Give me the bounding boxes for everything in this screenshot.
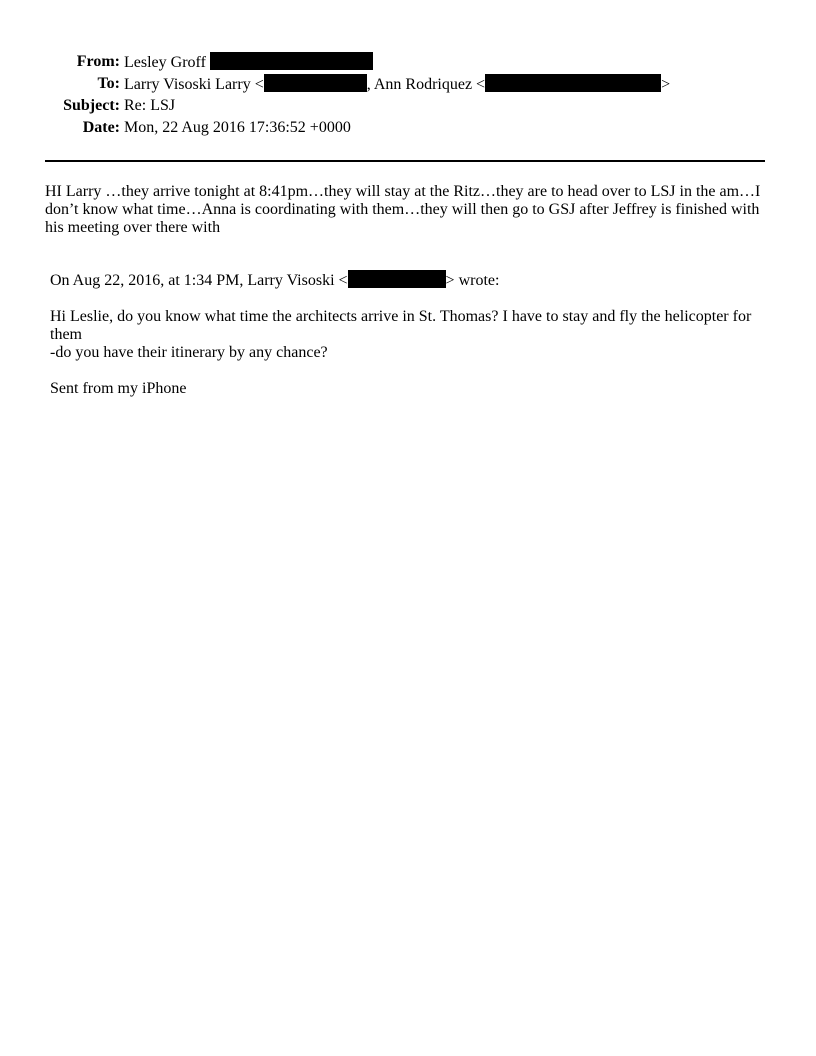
quote-line-1: Hi Leslie, do you know what time the architects arrive in St. Thomas? I have to stay and fly the helicopter for them <box>50 308 752 343</box>
to-value <box>124 74 670 95</box>
to-label: To: <box>97 75 120 92</box>
redacted-block <box>210 52 373 70</box>
to-row <box>0 74 816 96</box>
email-header <box>0 52 816 140</box>
quoted-message <box>50 270 766 398</box>
quote-signature: Sent from my iPhone <box>50 380 187 397</box>
to-recipient-1: Larry Visoski Larry < <box>124 76 264 93</box>
from-row <box>0 52 816 74</box>
redacted-block <box>264 74 367 92</box>
subject-label: Subject: <box>63 97 120 114</box>
quote-attribution <box>50 270 766 290</box>
from-label: From: <box>76 53 120 70</box>
to-close-bracket: > <box>661 76 671 93</box>
subject-row <box>0 96 816 118</box>
date-label: Date: <box>82 119 120 136</box>
date-value: Mon, 22 Aug 2016 17:36:52 +0000 <box>124 119 351 136</box>
message-body: HI Larry …they arrive tonight at 8:41pm…they will stay at the Ritz…they are to head over to LSJ in the am…I don’t know what time…Anna is coordinating with them…they will then go to GSJ after Jeffrey is finished with his meeting over there with <box>45 183 761 236</box>
header-divider <box>45 160 765 162</box>
from-name: Lesley Groff <box>124 54 206 71</box>
redacted-block <box>348 270 446 288</box>
from-value <box>124 52 373 73</box>
to-recipient-2: , Ann Rodriquez < <box>366 76 486 93</box>
date-row <box>0 118 816 140</box>
redacted-block <box>485 74 661 92</box>
subject-value: Re: LSJ <box>124 97 176 114</box>
quote-line-2: -do you have their itinerary by any chance? <box>50 344 328 361</box>
quote-attribution-prefix: On Aug 22, 2016, at 1:34 PM, Larry Visoski < <box>50 272 348 289</box>
quote-attribution-suffix: > wrote: <box>445 272 500 289</box>
